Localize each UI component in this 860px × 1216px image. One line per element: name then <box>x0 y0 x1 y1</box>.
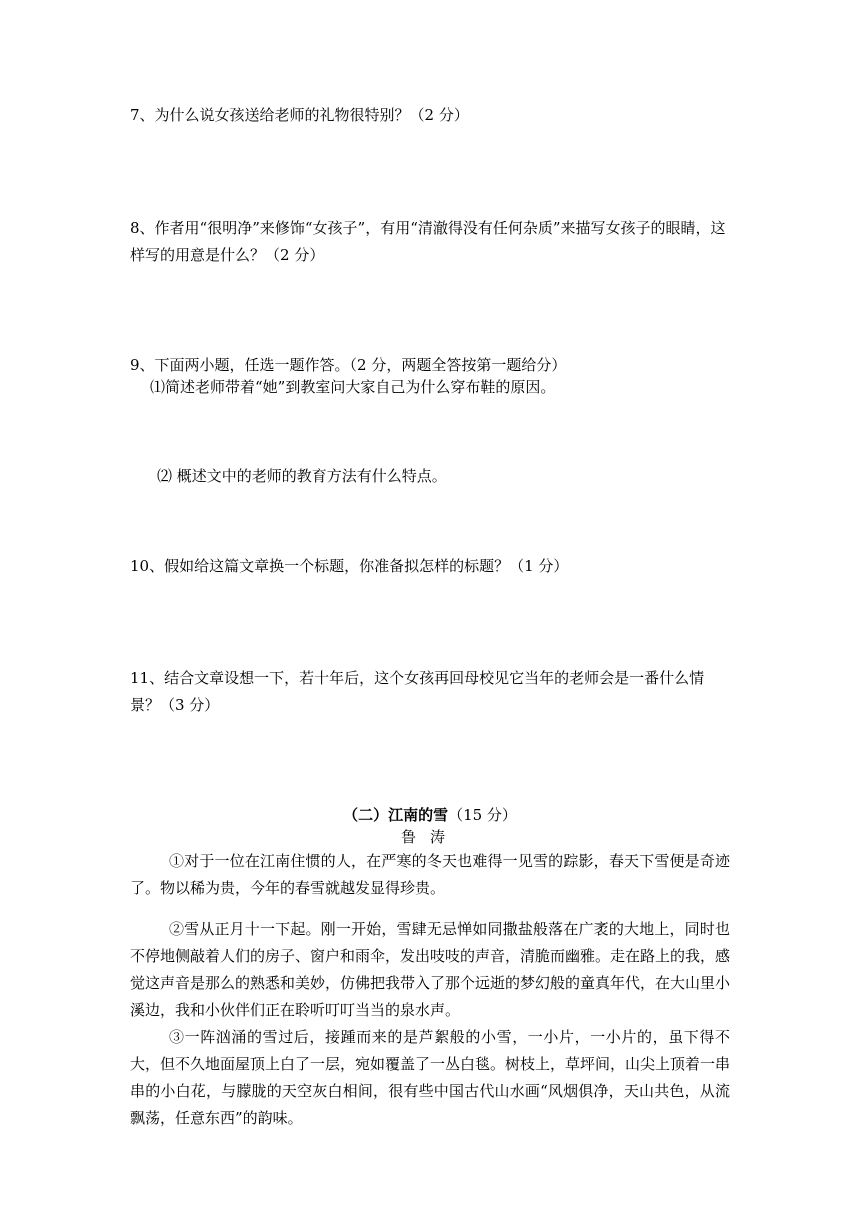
paragraph-3: ③一阵汹涌的雪过后，接踵而来的是芦絮般的小雪，一小片，一小片的，虽下得不大，但不久地面屋顶上白了一层，宛如覆盖了一丛白毯。树枝上，草坪间，山尖上顶着一串串的小白花，与朦胧的天空灰白相间，很有些中国古代山水画“风烟俱净，天山共色，从流飘荡，任意东西”的韵味。 <box>130 1028 731 1127</box>
section-author: 鲁涛 <box>400 828 459 846</box>
question-9-option-1: ⑴简述老师带着“她”到教室问大家自己为什么穿布鞋的原因。 <box>150 378 556 396</box>
question-9-option-2: ⑵ 概述文中的老师的教育方法有什么特点。 <box>157 467 447 485</box>
paragraph-2: ②雪从正月十一下起。刚一开始，雪肆无忌惮如同撒盐般落在广袤的大地上，同时也不停地侧敲着人们的房子、窗户和雨伞，发出吱吱的声音，清脆而幽雅。走在路上的我，感觉这声音是那么的熟悉和美妙，仿佛把我带入了那个远逝的梦幻般的童真年代，在大山里小溪边，我和小伙伴们正在聆听叮叮当当的泉水声。 <box>130 920 731 1019</box>
section-title <box>0 804 860 826</box>
question-7: 7、为什么说女孩送给老师的礼物很特别？（2 分） <box>130 106 469 124</box>
question-11: 11、结合文章设想一下，若十年后，这个女孩再回母校见它当年的老师会是一番什么情景？（3 分） <box>130 669 705 714</box>
section-score: （15 分） <box>448 806 517 824</box>
question-10: 10、假如给这篇文章换一个标题，你准备拟怎样的标题？（1 分） <box>130 557 569 575</box>
paragraph-1: ①对于一位在江南住惯的人，在严寒的冬天也难得一见雪的踪影，春天下雪便是奇迹了。物以稀为贵，今年的春雪就越发显得珍贵。 <box>130 852 730 897</box>
question-9: 9、下面两小题，任选一题作答。（2 分，两题全答按第一题给分） <box>130 356 567 374</box>
question-8: 8、作者用“很明净”来修饰“女孩子”，有用“清澈得没有任何杂质”来描写女孩子的眼睛，这样写的用意是什么？（2 分） <box>130 219 726 264</box>
section-title-text: （二）江南的雪 <box>343 806 449 824</box>
